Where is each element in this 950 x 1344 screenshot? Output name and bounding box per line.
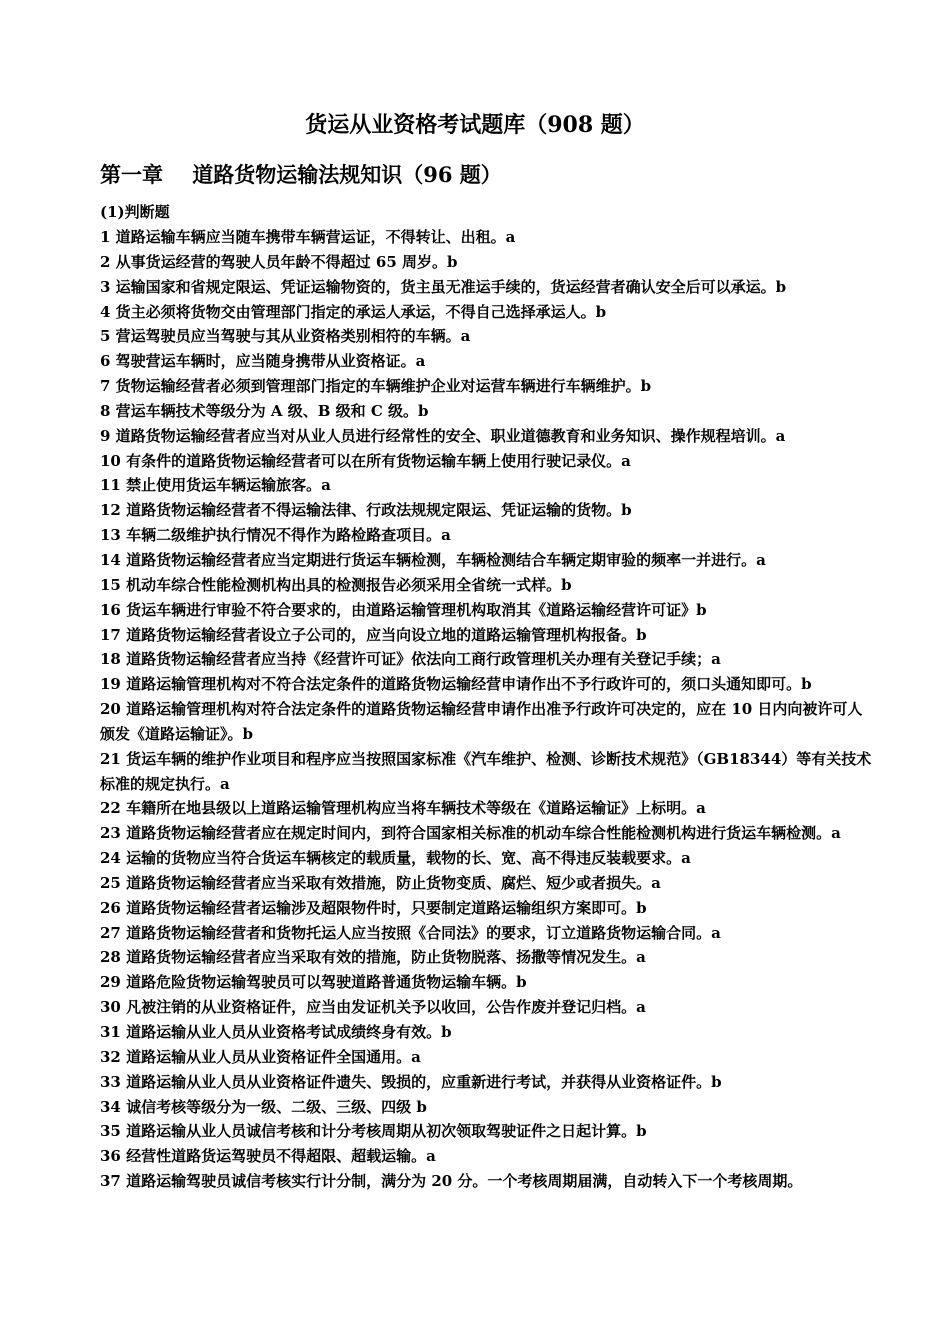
- question-item: 18 道路货物运输经营者应当持《经营许可证》依法向工商行政管理机关办理有关登记手续；a: [100, 650, 721, 669]
- question-item: 29 道路危险货物运输驾驶员可以驾驶道路普通货物运输车辆。b: [100, 973, 527, 992]
- question-list: [100, 225, 872, 1194]
- question-item: 20 道路运输管理机构对符合法定条件的道路货物运输经营申请作出准予行政许可决定的，应在 10 日内向被许可人颁发《道路运输证》。b: [100, 700, 863, 743]
- question-item: 22 车籍所在地县级以上道路运输管理机构应当将车辆技术等级在《道路运输证》上标明。a: [100, 799, 706, 818]
- question-item: 12 道路货物运输经营者不得运输法律、行政法规规定限运、凭证运输的货物。b: [100, 501, 632, 520]
- section-label: (1)判断题: [100, 203, 170, 221]
- document-title: 货运从业资格考试题库（908 题）: [305, 112, 645, 138]
- question-item: 27 道路货物运输经营者和货物托运人应当按照《合同法》的要求，订立道路货物运输合同。a: [100, 923, 721, 942]
- chapter-title: 第一章 道路货物运输法规知识（96 题）: [100, 162, 502, 187]
- question-item: 4 货主必须将货物交由管理部门指定的承运人承运，不得自己选择承运人。b: [100, 302, 607, 321]
- question-item: 7 货物运输经营者必须到管理部门指定的车辆维护企业对运营车辆进行车辆维护。b: [100, 377, 652, 396]
- question-item: 21 货运车辆的维护作业项目和程序应当按照国家标准《汽车维护、检测、诊断技术规范》（GB18344）等有关技术标准的规定执行。a: [100, 749, 872, 793]
- question-item: 25 道路货物运输经营者应当采取有效措施，防止货物变质、腐烂、短少或者损失。a: [100, 873, 661, 892]
- question-item: 9 道路货物运输经营者应当对从业人员进行经常性的安全、职业道德教育和业务知识、操作规程培训。a: [100, 426, 786, 445]
- question-item: 36 经营性道路货运驾驶员不得超限、超载运输。a: [100, 1147, 436, 1166]
- question-item: 15 机动车综合性能检测机构出具的检测报告必须采用全省统一式样。b: [100, 575, 572, 594]
- question-item: 13 车辆二级维护执行情况不得作为路检路查项目。a: [100, 526, 451, 545]
- question-item: 10 有条件的道路货物运输经营者可以在所有货物运输车辆上使用行驶记录仪。a: [100, 451, 631, 470]
- question-item: 14 道路货物运输经营者应当定期进行货运车辆检测，车辆检测结合车辆定期审验的频率一并进行。a: [100, 550, 766, 569]
- question-item: 11 禁止使用货运车辆运输旅客。a: [100, 476, 331, 495]
- question-item: 6 驾驶营运车辆时，应当随身携带从业资格证。a: [100, 352, 426, 371]
- question-item: 33 道路运输从业人员从业资格证件遗失、毁损的，应重新进行考试，并获得从业资格证件。b: [100, 1072, 722, 1091]
- question-item: 8 营运车辆技术等级分为 A 级、B 级和 C 级。b: [100, 401, 429, 420]
- question-item: 26 道路货物运输经营者运输涉及超限物件时，只要制定道路运输组织方案即可。b: [100, 898, 647, 917]
- question-item: 30 凡被注销的从业资格证件，应当由发证机关予以收回，公告作废并登记归档。a: [100, 998, 646, 1017]
- question-item: 31 道路运输从业人员从业资格考试成绩终身有效。b: [100, 1023, 452, 1041]
- question-item: 37 道路运输驾驶员诚信考核实行计分制，满分为 20 分。一个考核周期届满，自动转入下一个考核周期。: [100, 1172, 803, 1191]
- question-item: 32 道路运输从业人员从业资格证件全国通用。a: [100, 1047, 421, 1066]
- question-item: 5 营运驾驶员应当驾驶与其从业资格类别相符的车辆。a: [100, 327, 471, 346]
- question-item: 1 道路运输车辆应当随车携带车辆营运证，不得转让、出租。a: [100, 228, 516, 246]
- question-item: 24 运输的货物应当符合货运车辆核定的载质量，载物的长、宽、高不得违反装载要求。a: [100, 849, 691, 868]
- question-item: 16 货运车辆进行审验不符合要求的，由道路运输管理机构取消其《道路运输经营许可证》b: [100, 600, 707, 619]
- question-item: 17 道路货物运输经营者设立子公司的，应当向设立地的道路运输管理机构报备。b: [100, 625, 647, 644]
- question-item: 2 从事货运经营的驾驶人员年龄不得超过 65 周岁。b: [100, 252, 458, 271]
- question-item: 35 道路运输从业人员诚信考核和计分考核周期从初次领取驾驶证件之日起计算。b: [100, 1122, 647, 1141]
- question-item: 3 运输国家和省规定限运、凭证运输物资的，货主虽无准运手续的，货运经营者确认安全后可以承运。b: [100, 277, 787, 296]
- question-item: 34 诚信考核等级分为一级、二级、三级、四级 b: [100, 1097, 427, 1116]
- question-item: 19 道路运输管理机构对不符合法定条件的道路货物运输经营申请作出不予行政许可的，须口头通知即可。b: [100, 675, 812, 694]
- question-item: 23 道路货物运输经营者应在规定时间内，到符合国家相关标准的机动车综合性能检测机构进行货运车辆检测。a: [100, 824, 841, 843]
- question-item: 28 道路货物运输经营者应当采取有效的措施，防止货物脱落、扬撒等情况发生。a: [100, 948, 646, 967]
